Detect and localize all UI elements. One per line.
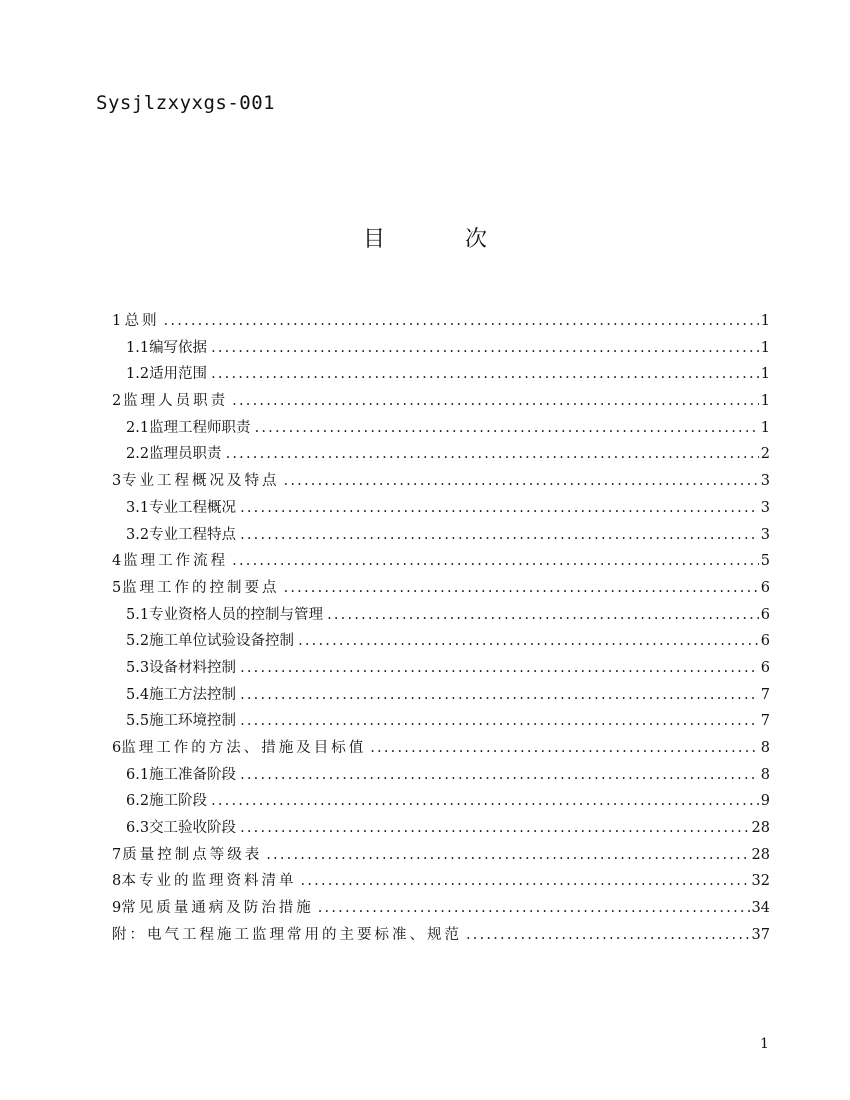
toc-leader-dots [164, 313, 759, 329]
toc-entry-number: 5.3 [126, 659, 150, 676]
toc-entry-page: 28 [751, 846, 770, 863]
toc-entry-page: 2 [760, 446, 770, 463]
toc-entry[interactable] [112, 416, 770, 443]
toc-entry-number: 5.5 [126, 713, 150, 730]
toc-entry-label: 附：电气工程施工监理常用的主要标准、规范 [112, 926, 462, 943]
toc-entry[interactable] [112, 576, 770, 603]
toc-entry-page: 3 [760, 526, 770, 543]
toc-entry-label: 施工准备阶段 [149, 766, 237, 783]
toc-leader-dots [211, 793, 759, 809]
toc-entry[interactable] [112, 603, 770, 630]
toc-entry-label: 专业工程特点 [149, 526, 237, 543]
toc-leader-dots [226, 446, 759, 462]
toc-entry-page: 6 [760, 579, 770, 596]
toc-entry-label: 监理工作的方法、措施及目标值 [121, 740, 367, 756]
toc-entry-label: 施工方法控制 [149, 686, 237, 703]
toc-leader-dots [266, 847, 749, 863]
toc-entry[interactable] [112, 896, 770, 923]
toc-entry-page: 6 [760, 659, 770, 676]
toc-entry-label: 质量控制点等级表 [122, 846, 263, 863]
toc-entry[interactable] [112, 816, 770, 843]
toc-entry-page: 7 [760, 686, 770, 703]
toc-entry-label: 常见质量通病及防治措施 [121, 900, 314, 917]
toc-title-char-2: 次 [465, 227, 488, 252]
toc-entry-number: 9 [112, 900, 122, 917]
toc-entry-number: 7 [112, 846, 122, 863]
toc-entry-page: 6 [760, 633, 770, 650]
toc-entry-number: 1 [112, 313, 122, 329]
toc-entry[interactable] [112, 683, 770, 710]
toc-entry[interactable] [112, 629, 770, 656]
toc-leader-dots [240, 500, 759, 516]
toc-entry-page: 1 [760, 393, 770, 410]
toc-entry-label: 监理工程师职责 [149, 419, 251, 436]
toc-entry-number: 6.3 [126, 820, 150, 837]
toc-entry[interactable] [112, 523, 770, 550]
toc-entry-label: 施工单位试验设备控制 [149, 633, 295, 650]
toc-entry-page: 1 [760, 419, 770, 436]
toc-entry-label: 专业工程概况及特点 [122, 473, 280, 490]
toc-entry[interactable] [112, 656, 770, 683]
toc-entry-number: 3.1 [126, 499, 150, 516]
toc-leader-dots [240, 660, 759, 676]
toc-entry-number: 5.4 [126, 686, 150, 703]
toc-leader-dots [370, 740, 759, 756]
toc-entry[interactable] [112, 389, 770, 416]
toc-entry-number: 8 [112, 873, 122, 890]
toc-entry-page: 6 [760, 606, 770, 623]
toc-entry[interactable] [112, 843, 770, 870]
toc-entry-label: 监理人员职责 [123, 393, 229, 410]
toc-entry-page: 32 [751, 873, 770, 890]
toc-entry[interactable] [112, 789, 770, 816]
toc-entry-page: 34 [751, 900, 770, 917]
toc-entry-number: 2.2 [126, 446, 150, 463]
toc-entry-page: 1 [760, 366, 770, 383]
toc-entry-label: 监理员职责 [149, 446, 222, 463]
toc-entry-number: 4 [112, 553, 122, 570]
toc-entry-number: 5.2 [126, 633, 150, 650]
toc-entry[interactable] [112, 923, 770, 950]
toc-entry-page: 7 [760, 713, 770, 730]
toc-entry[interactable] [112, 362, 770, 389]
toc-entry-page: 3 [760, 499, 770, 516]
toc-leader-dots [255, 420, 759, 436]
toc-leader-dots [240, 687, 759, 703]
toc-entry-page: 37 [751, 926, 770, 943]
toc-entry-label: 本专业的监理资料清单 [121, 873, 297, 890]
toc-title-char-1: 目 [362, 227, 385, 252]
table-of-contents [112, 309, 770, 950]
toc-entry[interactable] [112, 496, 770, 523]
toc-entry-page: 3 [760, 473, 770, 490]
toc-entry[interactable] [112, 736, 770, 763]
toc-entry[interactable] [112, 869, 770, 896]
toc-leader-dots [327, 607, 759, 623]
toc-entry-page: 5 [760, 553, 770, 570]
toc-entry[interactable] [112, 709, 770, 736]
toc-entry-number: 1.1 [126, 339, 150, 356]
toc-leader-dots [240, 713, 759, 729]
toc-entry-label: 总则 [124, 313, 160, 329]
toc-entry-label: 专业工程概况 [149, 499, 237, 516]
toc-entry[interactable] [112, 763, 770, 790]
toc-entry-label: 监理工作流程 [123, 553, 229, 570]
toc-leader-dots [240, 820, 749, 836]
toc-entry[interactable] [112, 549, 770, 576]
toc-entry-page: 1 [760, 339, 770, 356]
toc-leader-dots [284, 473, 759, 489]
toc-entry-number: 6.2 [126, 793, 150, 810]
toc-entry-number: 5 [112, 579, 122, 596]
toc-entry-number: 3.2 [126, 526, 150, 543]
toc-entry-label: 监理工作的控制要点 [122, 579, 280, 596]
toc-entry-page: 8 [760, 766, 770, 783]
toc-entry-number: 2.1 [126, 419, 150, 436]
toc-entry-number: 2 [112, 393, 122, 410]
toc-leader-dots [301, 873, 750, 889]
toc-entry[interactable] [112, 469, 770, 496]
toc-entry[interactable] [112, 336, 770, 363]
toc-entry[interactable] [112, 309, 770, 336]
toc-entry-number: 3 [112, 473, 122, 490]
toc-entry-label: 专业资格人员的控制与管理 [149, 606, 324, 623]
toc-entry-label: 交工验收阶段 [149, 820, 237, 837]
toc-entry-label: 编写依据 [149, 339, 208, 356]
toc-leader-dots [240, 767, 759, 783]
toc-leader-dots [466, 927, 750, 943]
toc-entry-label: 施工环境控制 [149, 713, 237, 730]
toc-entry-page: 9 [760, 793, 770, 810]
document-code: Sysjlzxyxgs-001 [96, 92, 276, 114]
toc-leader-dots [211, 340, 759, 356]
toc-leader-dots [232, 553, 759, 569]
toc-entry-number: 6.1 [126, 766, 150, 783]
toc-leader-dots [211, 366, 759, 382]
toc-leader-dots [284, 580, 759, 596]
toc-title [0, 222, 850, 253]
toc-entry-label: 施工阶段 [149, 793, 208, 810]
toc-entry-page: 8 [760, 740, 770, 756]
toc-entry-label: 设备材料控制 [149, 659, 237, 676]
toc-leader-dots [240, 527, 759, 543]
toc-entry-number: 5.1 [126, 606, 150, 623]
toc-leader-dots [232, 393, 759, 409]
page-number: 1 [760, 1036, 769, 1052]
toc-entry-page: 1 [760, 313, 770, 329]
toc-entry-label: 适用范围 [149, 366, 208, 383]
toc-leader-dots [318, 900, 750, 916]
toc-leader-dots [298, 633, 759, 649]
toc-entry-number: 1.2 [126, 366, 150, 383]
toc-entry-page: 28 [751, 820, 770, 837]
toc-entry-number: 6 [112, 740, 122, 756]
toc-entry[interactable] [112, 442, 770, 469]
